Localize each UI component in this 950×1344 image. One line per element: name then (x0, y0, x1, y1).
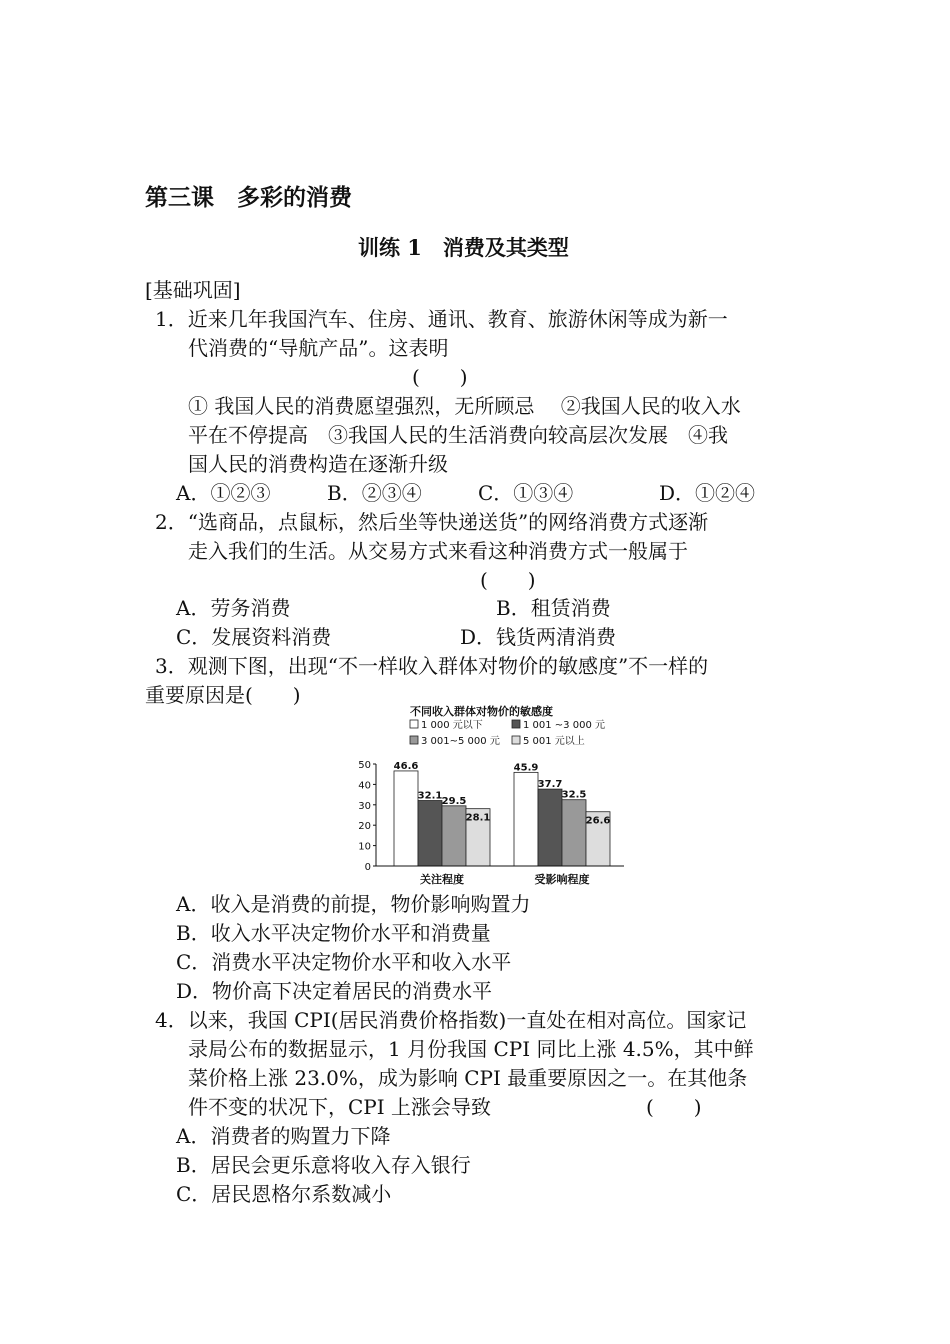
legend-swatch (410, 736, 418, 744)
q3-stem-line1: 3．观测下图，出现“不一样收入群体对物价的敏感度”不一样的 (155, 654, 709, 678)
legend-label: 5 001 元以上 (523, 736, 585, 747)
q1-option-a: A．①②③ (176, 481, 271, 505)
q4-stem-line2: 录局公布的数据显示，1 月份我国 CPI 同比上涨 4.5%，其中鲜 (188, 1037, 754, 1061)
section-label: [基础巩固] (145, 278, 241, 302)
chart-legend (410, 719, 605, 747)
q3-option-d: D．物价高下决定着居民的消费水平 (176, 979, 493, 1003)
q1-option-d: D．①②④ (659, 481, 756, 505)
q4-stem-line3: 菜价格上涨 23.0%，成为影响 CPI 最重要原因之一。在其他条 (188, 1066, 748, 1090)
bar-value-label: 32.1 (417, 790, 443, 802)
x-axis (376, 866, 624, 886)
y-axis (358, 760, 376, 873)
price-sensitivity-chart (348, 702, 628, 890)
q1-statement-line1: ① 我国人民的消费愿望强烈，无所顾忌 ②我国人民的收入水 (188, 394, 741, 418)
chart-title: 不同收入群体对物价的敏感度 (410, 705, 553, 718)
q1-answer-blank: ( ) (412, 365, 468, 389)
y-tick-label: 0 (364, 862, 371, 873)
legend-label: 1 001 ~3 000 元 (523, 720, 605, 731)
q4-stem-line4: 件不变的状况下，CPI 上涨会导致 (188, 1095, 492, 1119)
bar (538, 789, 562, 866)
legend-swatch (512, 720, 520, 728)
q2-answer-blank: ( ) (480, 568, 536, 592)
q1-option-c: C．①③④ (478, 481, 574, 505)
bar-value-label: 45.9 (513, 762, 539, 774)
q4-stem-line1: 4．以来，我国 CPI(居民消费价格指数)一直处在相对高位。国家记 (155, 1008, 747, 1032)
x-category-label: 关注程度 (420, 873, 464, 886)
legend-swatch (410, 720, 418, 728)
bar-value-label: 29.5 (441, 795, 467, 807)
q4-option-a: A．消费者的购置力下降 (176, 1124, 391, 1148)
legend-swatch (512, 736, 520, 744)
bar (394, 771, 418, 866)
q2-option-a: A．劳务消费 (176, 596, 291, 620)
legend-label: 3 001~5 000 元 (421, 736, 500, 747)
lesson-title: 第三课 多彩的消费 (145, 184, 352, 211)
q1-statement-line2: 平在不停提高 ③我国人民的生活消费向较高层次发展 ④我 (188, 423, 728, 447)
bar (514, 772, 538, 866)
q3-option-b: B．收入水平决定物价水平和消费量 (176, 921, 491, 945)
bar (418, 801, 442, 866)
y-tick-label: 20 (358, 821, 371, 833)
q1-statement-line3: 国人民的消费构造在逐渐升级 (188, 452, 448, 476)
legend-label: 1 000 元以下 (421, 720, 483, 731)
y-tick-label: 40 (358, 780, 371, 792)
bar (442, 806, 466, 866)
x-category-label: 受影响程度 (534, 873, 590, 886)
q2-option-d: D．钱货两清消费 (460, 625, 617, 649)
y-tick-label: 50 (358, 760, 371, 771)
q2-option-c: C．发展资料消费 (176, 625, 332, 649)
q2-stem-line1: 2．“选商品，点鼠标，然后坐等快递送货”的网络消费方式逐渐 (155, 510, 709, 534)
bar-value-label: 37.7 (537, 779, 563, 791)
q3-option-a: A．收入是消费的前提，物价影响购置力 (176, 892, 531, 916)
training-title: 训练 1 消费及其类型 (358, 235, 569, 260)
q3-stem-line2: 重要原因是( ) (145, 683, 301, 707)
q4-option-b: B．居民会更乐意将收入存入银行 (176, 1153, 471, 1177)
y-tick-label: 10 (358, 841, 371, 853)
bar (562, 800, 586, 866)
bar-value-label: 26.6 (585, 815, 611, 827)
q2-stem-line2: 走入我们的生活。从交易方式来看这种消费方式一般属于 (188, 539, 688, 563)
y-tick-label: 30 (358, 800, 371, 812)
q4-answer-blank: ( ) (646, 1095, 702, 1119)
bar-value-label: 28.1 (465, 812, 491, 824)
q1-option-b: B．②③④ (327, 481, 422, 505)
q1-stem-line1: 1．近来几年我国汽车、住房、通讯、教育、旅游休闲等成为新一 (155, 307, 728, 331)
bar-value-label: 46.6 (393, 760, 419, 772)
q2-option-b: B．租赁消费 (496, 596, 611, 620)
q3-option-c: C．消费水平决定物价水平和收入水平 (176, 950, 512, 974)
bar-group (394, 761, 611, 866)
q1-stem-line2: 代消费的“导航产品”。这表明 (188, 336, 449, 360)
q4-option-c: C．居民恩格尔系数减小 (176, 1182, 392, 1206)
bar-value-label: 32.5 (561, 789, 587, 801)
